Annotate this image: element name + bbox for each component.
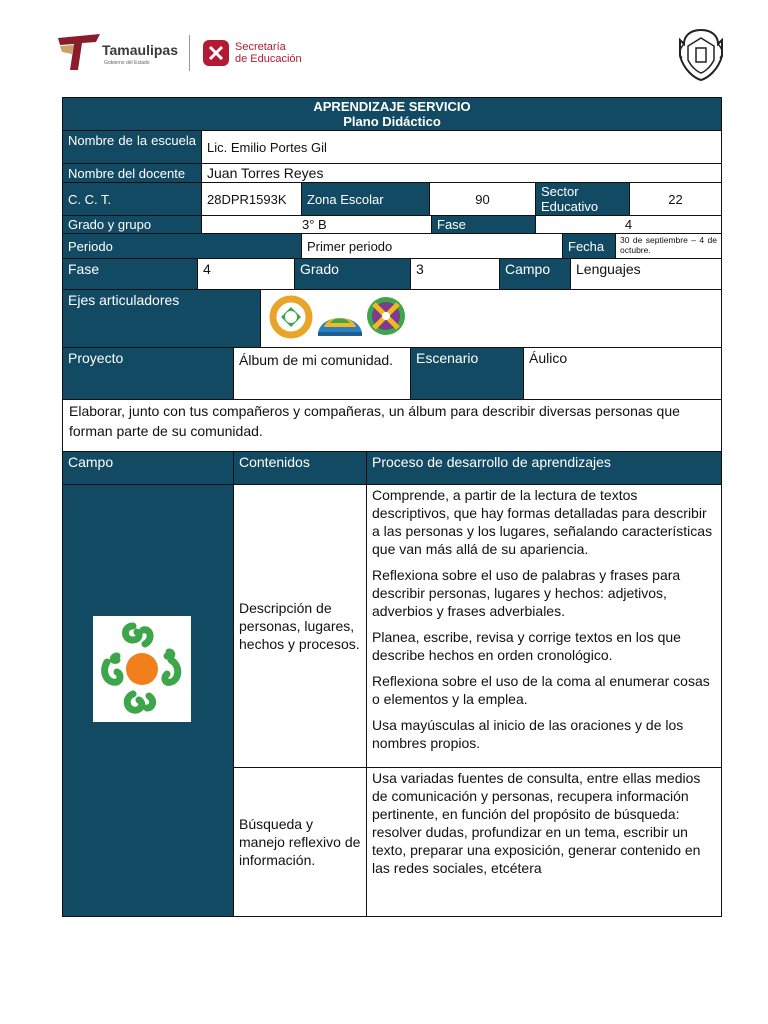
fase-value-small: 4	[535, 215, 722, 234]
proyecto-label: Proyecto	[62, 347, 234, 400]
proceso-1-2: Reflexiona sobre el uso de palabras y frases para describir personas, lugares y hechos: adjetivos, adverbios y frases adverbiales.	[372, 567, 681, 619]
grado-label: Grado	[294, 258, 411, 290]
school-crest-logo	[676, 26, 726, 82]
tamaulipas-logo	[56, 32, 186, 74]
campo-value: Lenguajes	[570, 258, 722, 290]
grado-grupo-label: Grado y grupo	[62, 215, 202, 234]
proceso-1-4: Reflexiona sobre el uso de la coma al enumerar cosas o elementos y la emplea.	[372, 673, 710, 707]
procesos-1	[366, 484, 722, 768]
teacher-label: Nombre del docente	[62, 163, 202, 183]
cct-value: 28DPR1593K	[201, 182, 302, 216]
secretaria-line2: de Educación	[235, 53, 302, 65]
tamaulipas-subtext: Gobierno del Estado	[104, 60, 150, 66]
doc-subtitle: Plano Didáctico	[343, 114, 441, 129]
zona-value: 90	[429, 182, 536, 216]
school-label: Nombre de la escuela	[62, 130, 202, 164]
proceso-2: Usa variadas fuentes de consulta, entre ellas medios de comunicación y personas, recupera información pertinente, en función del propósito de búsqueda: resolver dudas, profundizar en un tema, escribir un texto, preparar una exposición, generar contenido en las redes sociales, etcétera	[366, 767, 722, 917]
title-bar	[62, 97, 722, 131]
proceso-1-1: Comprende, a partir de la lectura de textos descriptivos, que hay formas detalladas para describir a las personas y los lugares, señalando características que van más allá de su apariencia.	[372, 487, 713, 557]
periodo-label: Periodo	[62, 233, 302, 259]
secretaria-logo	[202, 38, 312, 70]
eagle-crest-icon	[676, 26, 726, 82]
fecha-value: 30 de septiembre – 4 de octubre.	[615, 233, 722, 259]
proyecto-value: Álbum de mi comunidad.	[233, 347, 411, 400]
campo-label: Campo	[499, 258, 571, 290]
tamaulipas-text: Tamaulipas	[102, 42, 178, 58]
proceso-1-3: Planea, escribe, revisa y corrige textos en los que describe hechos en orden cronológico.	[372, 629, 681, 663]
col-header-contenidos: Contenidos	[233, 451, 367, 485]
teacher-value: Juan Torres Reyes	[201, 163, 722, 183]
secretaria-emblem-icon	[202, 39, 230, 67]
sector-label: Sector Educativo	[535, 182, 630, 216]
inclusion-eje-icon	[269, 295, 313, 339]
grado-value: 3	[410, 258, 500, 290]
interculturalidad-eje-icon	[315, 299, 365, 339]
project-description: Elaborar, junto con tus compañeros y compañeras, un álbum para describir diversas personas que forman parte de su comunidad.	[62, 399, 722, 452]
secretaria-line1: Secretaría	[235, 41, 286, 53]
periodo-value: Primer periodo	[301, 233, 563, 259]
ejes-icons	[260, 289, 722, 348]
contenido-2: Búsqueda y manejo reflexivo de información.	[233, 767, 367, 917]
lenguajes-campo-icon	[93, 616, 191, 722]
campo-icon-cell	[62, 484, 234, 917]
fecha-label: Fecha	[562, 233, 616, 259]
header-divider	[189, 35, 190, 71]
fase-value: 4	[197, 258, 295, 290]
escenario-label: Escenario	[410, 347, 524, 400]
sector-value: 22	[629, 182, 722, 216]
doc-title: APRENDIZAJE SERVICIO	[313, 99, 471, 114]
fase-label: Fase	[62, 258, 198, 290]
grado-grupo-value: 3° B	[201, 215, 432, 234]
school-value: Lic. Emilio Portes Gil	[201, 130, 722, 164]
fase-label-small: Fase	[431, 215, 536, 234]
ejes-label: Ejes articuladores	[62, 289, 261, 348]
pensamiento-critico-eje-icon	[365, 295, 407, 337]
escenario-value: Áulico	[523, 347, 722, 400]
tamaulipas-emblem-icon	[56, 32, 106, 72]
contenido-1: Descripción de personas, lugares, hechos y procesos.	[233, 484, 367, 768]
col-header-proceso: Proceso de desarrollo de aprendizajes	[366, 451, 722, 485]
cct-label: C. C. T.	[62, 182, 202, 216]
col-header-campo: Campo	[62, 451, 234, 485]
proceso-1-5: Usa mayúsculas al inicio de las oraciones y de los nombres propios.	[372, 717, 684, 751]
zona-label: Zona Escolar	[301, 182, 430, 216]
